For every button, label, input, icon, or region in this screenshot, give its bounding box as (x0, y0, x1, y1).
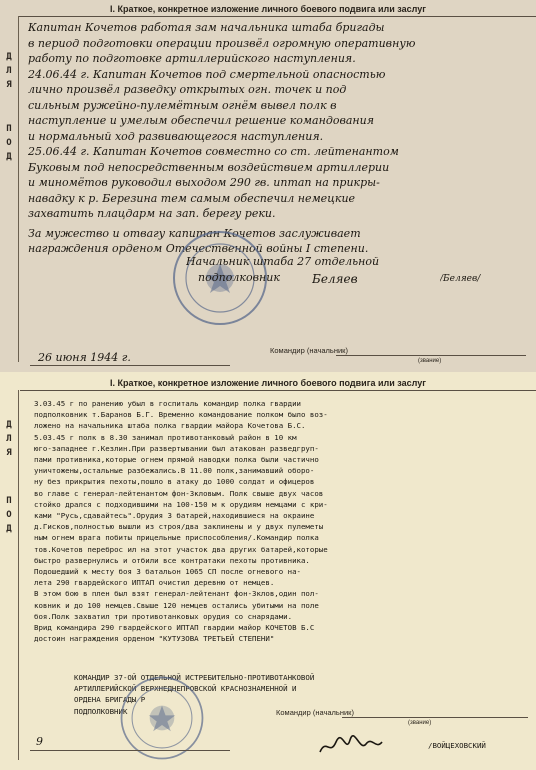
side-label: Д Л Я П О Д (6, 420, 12, 534)
margin-rule (18, 16, 19, 362)
text-line: и нормальный ход развивающегося наступления. (28, 129, 324, 143)
text-line: в период подготовки операции произвёл огромную оперативную (28, 36, 416, 50)
text-line: ложено на начальника штаба полка гвардии майора Кочетова Б.С. (34, 421, 306, 431)
commander-line (342, 717, 528, 718)
text-line: ну без прикрытия пехоты,пошло в атаку до 1000 солдат и офицеров (34, 477, 315, 487)
text-line: наступление и умелым обеспечил решение командования (28, 114, 375, 127)
commander-block: КОМАНДИР 37-ОЙ ОТДЕЛЬНОЙ ИСТРЕБИТЕЛЬНО-ПРОТИВОТАНКОВОЙ АРТИЛЛЕРИЙСКОЙ ВЕРХНЕДНЕПРОВСКОЙ КРАСНОЗНАМЕННОЙ И ОРДЕНА БРИГАДЫ Р ПОДПОЛКОВНИК (74, 673, 315, 716)
text-line: За мужество и отвагу капитан Кочетов заслуживает (28, 226, 361, 240)
text-line: Капитан Кочетов работая зам начальника штаба бригады (28, 21, 385, 34)
date-line (30, 750, 230, 751)
text-line: быстро развернулись и отбили все контратаки пехоты противника. (34, 555, 310, 565)
text-line: захватить плацдарм на зап. берегу реки. (28, 207, 276, 220)
text-line: подполковник т.Баранов Б.Г. Временно командование полком было воз- (34, 410, 328, 420)
signature-name-right: /Беляев/ (440, 274, 481, 284)
award-sheet-handwritten (0, 0, 536, 372)
text-line: во главе с генерал-лейтенантом фон-Зкловым. Полк свыше двух часов (34, 488, 324, 498)
signature-scribble (316, 732, 386, 760)
text-line: сильным ружейно-пулемётным огнём вывел полк в (28, 98, 337, 112)
signer-title: Начальник штаба 27 отдельной (186, 255, 380, 268)
text-line: д.Гисков,полностью вышли из строя/два заклинены и у двух пулеметы (34, 522, 324, 532)
round-stamp (118, 674, 206, 762)
header-rule (18, 16, 536, 17)
text-line: ковник и до 100 немцев.Свыше 120 немцев остались убитыми на поле (34, 600, 319, 610)
margin-rule (18, 390, 19, 760)
section-header: I. Краткое, конкретное изложение личного боевого подвига или заслуг (110, 378, 426, 388)
text-line: работу по подготовке артиллерийского наступления. (28, 52, 356, 65)
commander-line (336, 355, 526, 356)
text-line: Буковым под непосредственным воздействием артиллерии (28, 160, 390, 174)
rank-label: (звание) (408, 720, 432, 726)
date-handwritten: 26 июня 1944 г. (38, 351, 131, 364)
text-line: награждения орденом Отечественной войны I степени. (28, 242, 369, 255)
text-line: пами противника,которые огнем прямой наводки полка были частично (34, 455, 319, 465)
text-line: и миномётов руководил выходом 290 гв. иптап на прикры- (28, 176, 380, 189)
commander-label: Командир (начальник) (270, 346, 348, 355)
text-line: тов.Кочетов переброс ил на этот участок два других батарей,которые (34, 544, 328, 554)
text-line: Подошедший к месту боя 3 батальон 1065 СП после огневого на- (34, 567, 301, 577)
text-line: ным огнем врага побиты прицельные приспособления/.Командир полка (34, 533, 319, 543)
side-label: Д Л Я П О Д (6, 52, 12, 162)
text-line: достоин награждения орденом "КУТУЗОВА ТРЕТЬЕЙ СТЕПЕНИ" (34, 634, 275, 644)
text-line: 24.06.44 г. Капитан Кочетов под смертельной опасностью (28, 67, 386, 81)
commander-label: Командир (начальник) (276, 708, 354, 717)
text-line: боя.Полк захватил три противотанковых орудия со снарядами. (34, 611, 293, 621)
date-handwritten: 9 (36, 735, 43, 748)
text-line: лета 290 гвардейского ИПТАП очистил деревню от немцев. (34, 578, 275, 588)
section-header: I. Краткое, конкретное изложение личного боевого подвига или заслуг (110, 4, 426, 14)
text-line: В этом бою в плен был взят генерал-лейтенант фон-Зклов,один пол- (34, 589, 319, 599)
header-rule (20, 390, 536, 391)
text-line: стойко дрался с подходившими на 100-150 м к орудиям немцами с кри- (34, 499, 328, 509)
signer-name: /ВОЙЦЕХОВСКИЙ (428, 741, 486, 750)
text-line: ками "Русь,сдавайтесь".Орудия 3 батарей,находившиеся на окраине (34, 511, 315, 521)
text-line: 3.03.45 г по ранению убыл в госпиталь командир полка гвардии (34, 399, 301, 408)
handwritten-text (28, 20, 524, 257)
text-line: навадку к р. Березина тем самым обеспечил немецкие (28, 191, 356, 205)
text-line: уничтожены,остальные разбежались.В 11.00 полк,занимавший оборо- (34, 466, 315, 476)
typed-text (34, 398, 528, 644)
date-line (30, 365, 230, 366)
text-line: 25.06.44 г. Капитан Кочетов совместно со ст. лейтенантом (28, 145, 399, 158)
rank-label: (звание) (418, 358, 442, 364)
signature: Беляев (312, 272, 358, 286)
text-line: 5.03.45 г полк в 8.30 занимал противотанковый район в 10 км (34, 432, 297, 442)
award-sheet-typed (0, 372, 536, 770)
text-line: лично произвёл разведку открытых огн. точек и под (28, 83, 347, 96)
signer-rank: подполковник (198, 270, 280, 284)
text-line: юго-западнее г.Кезлин.При развертывании был атакован разведгруп- (34, 443, 319, 453)
text-line: Врид командира 290 гвардейского ИПТАП гвардии майор КОЧЕТОВ Б.С (34, 623, 315, 633)
